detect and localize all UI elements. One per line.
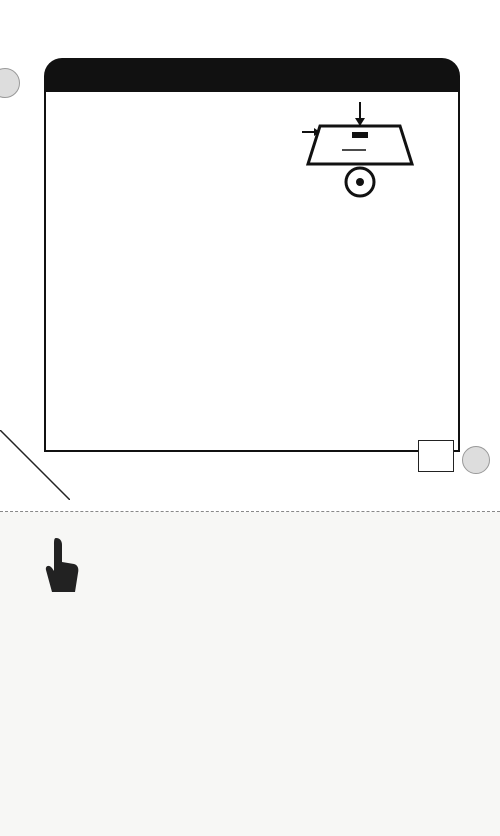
- month-box: [418, 440, 454, 472]
- punch-hole: [0, 68, 20, 98]
- windscreen-diagram-icon: [300, 96, 420, 206]
- peel-corner-line: [0, 430, 70, 500]
- punch-hole: [462, 446, 490, 474]
- banner: [44, 58, 460, 92]
- peel-corner[interactable]: [0, 430, 70, 500]
- peel-hand-icon: [44, 536, 80, 603]
